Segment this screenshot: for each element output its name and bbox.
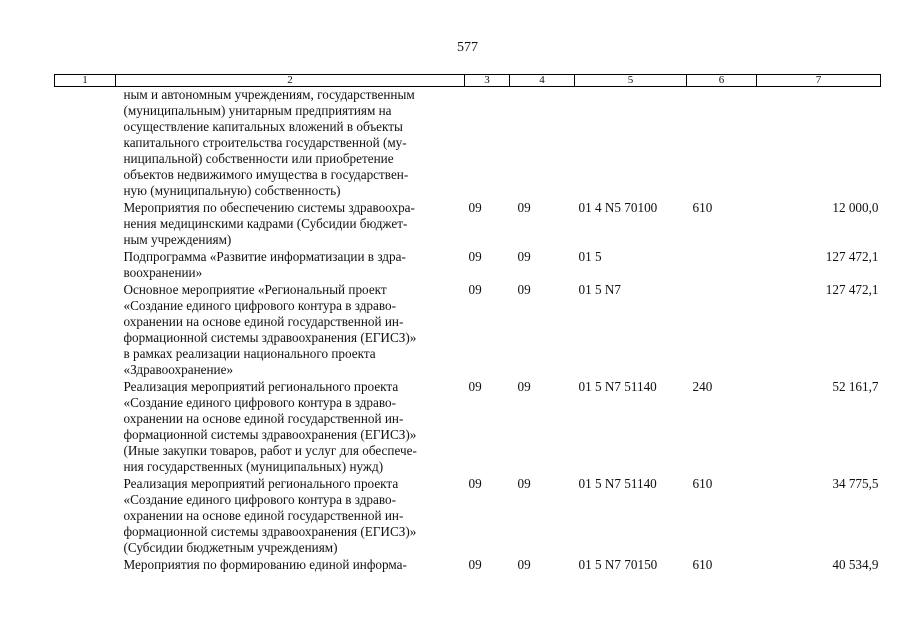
header-col-6: 6 — [687, 75, 757, 87]
header-col-4: 4 — [510, 75, 575, 87]
cell-col-1 — [55, 282, 116, 379]
header-col-2: 2 — [116, 75, 465, 87]
cell-expense-type: 240 — [692, 379, 713, 394]
header-col-1: 1 — [55, 75, 116, 87]
cell-subsection: 09 — [517, 379, 531, 394]
cell-section: 09 — [468, 200, 482, 215]
table-row — [55, 476, 881, 557]
table-row — [55, 557, 881, 574]
cell-section: 09 — [468, 476, 482, 491]
cell-target-article: 01 4 N5 70100 — [578, 200, 658, 215]
table-row — [55, 87, 881, 201]
cell-section: 09 — [468, 282, 482, 297]
cell-col-1 — [55, 249, 116, 282]
cell-target-article: 01 5 — [578, 249, 602, 264]
cell-name: Подпрограмма «Развитие информатизации в здра- воохранении» — [123, 249, 406, 280]
cell-amount: 127 472,1 — [825, 249, 879, 264]
cell-subsection: 09 — [517, 249, 531, 264]
cell-amount: 34 775,5 — [832, 476, 879, 491]
cell-expense-type: 610 — [692, 200, 713, 215]
cell-col-1 — [55, 200, 116, 249]
cell-col-1 — [55, 379, 116, 476]
cell-subsection — [510, 87, 575, 201]
cell-col-1 — [55, 476, 116, 557]
header-col-5: 5 — [575, 75, 687, 87]
cell-section: 09 — [468, 249, 482, 264]
cell-target-article: 01 5 N7 — [578, 282, 621, 297]
cell-expense-type: 610 — [692, 557, 713, 572]
table-row — [55, 379, 881, 476]
cell-name: ным и автономным учреждениям, государственным (муниципальным) унитарным предприятиям на осуществление капитальных вложений в объекты капитального строительства государственной (му- ниципальной) собственности или приобретение объектов недвижимого имущества в государствен- ную (муниципальную) собственность) — [123, 87, 415, 198]
cell-subsection: 09 — [517, 282, 531, 297]
header-col-3: 3 — [465, 75, 510, 87]
table-row — [55, 282, 881, 379]
cell-amount: 127 472,1 — [825, 282, 879, 297]
cell-col-1 — [55, 87, 116, 201]
cell-amount: 12 000,0 — [832, 200, 879, 215]
cell-section: 09 — [468, 557, 482, 572]
cell-expense-type — [687, 282, 757, 379]
cell-section: 09 — [468, 379, 482, 394]
cell-subsection: 09 — [517, 476, 531, 491]
cell-target-article: 01 5 N7 70150 — [578, 557, 658, 572]
cell-subsection: 09 — [517, 200, 531, 215]
cell-name: Реализация мероприятий регионального проекта «Создание единого цифрового контура в здраво- охранении на основе единой государственной ин- формационной системы здравоохранения (ЕГИСЗ)» (Иные закупки товаров, работ и услуг для обеспече- ния государственных (муниципальных) нужд) — [123, 379, 417, 474]
cell-target-article: 01 5 N7 51140 — [578, 379, 657, 394]
cell-expense-type — [687, 87, 757, 201]
cell-expense-type — [687, 249, 757, 282]
table-row — [55, 200, 881, 249]
cell-section — [465, 87, 510, 201]
cell-amount — [757, 87, 881, 201]
cell-name: Реализация мероприятий регионального проекта «Создание единого цифрового контура в здраво- охранении на основе единой государственной ин- формационной системы здравоохранения (ЕГИСЗ)» (Субсидии бюджетным учреждениям) — [123, 476, 417, 555]
header-row — [55, 75, 881, 87]
cell-target-article — [575, 87, 687, 201]
cell-target-article: 01 5 N7 51140 — [578, 476, 657, 491]
page-number: 577 — [457, 40, 478, 55]
cell-name: Мероприятия по формированию единой информа- — [123, 557, 407, 572]
cell-name: Мероприятия по обеспечению системы здравоохра- нения медицинскими кадрами (Субсидии бюджет- ным учреждениям) — [123, 200, 415, 247]
cell-expense-type: 610 — [692, 476, 713, 491]
table-row — [55, 249, 881, 282]
cell-amount: 52 161,7 — [832, 379, 879, 394]
cell-subsection: 09 — [517, 557, 531, 572]
cell-col-1 — [55, 557, 116, 574]
cell-amount: 40 534,9 — [832, 557, 879, 572]
cell-name: Основное мероприятие «Региональный проект «Создание единого цифрового контура в здраво- охранении на основе единой государственной ин- формационной системы здравоохранения (ЕГИСЗ)» в рамках реализации национального проекта «Здравоохранение» — [123, 282, 417, 377]
header-col-7: 7 — [757, 75, 881, 87]
budget-table — [54, 74, 881, 574]
